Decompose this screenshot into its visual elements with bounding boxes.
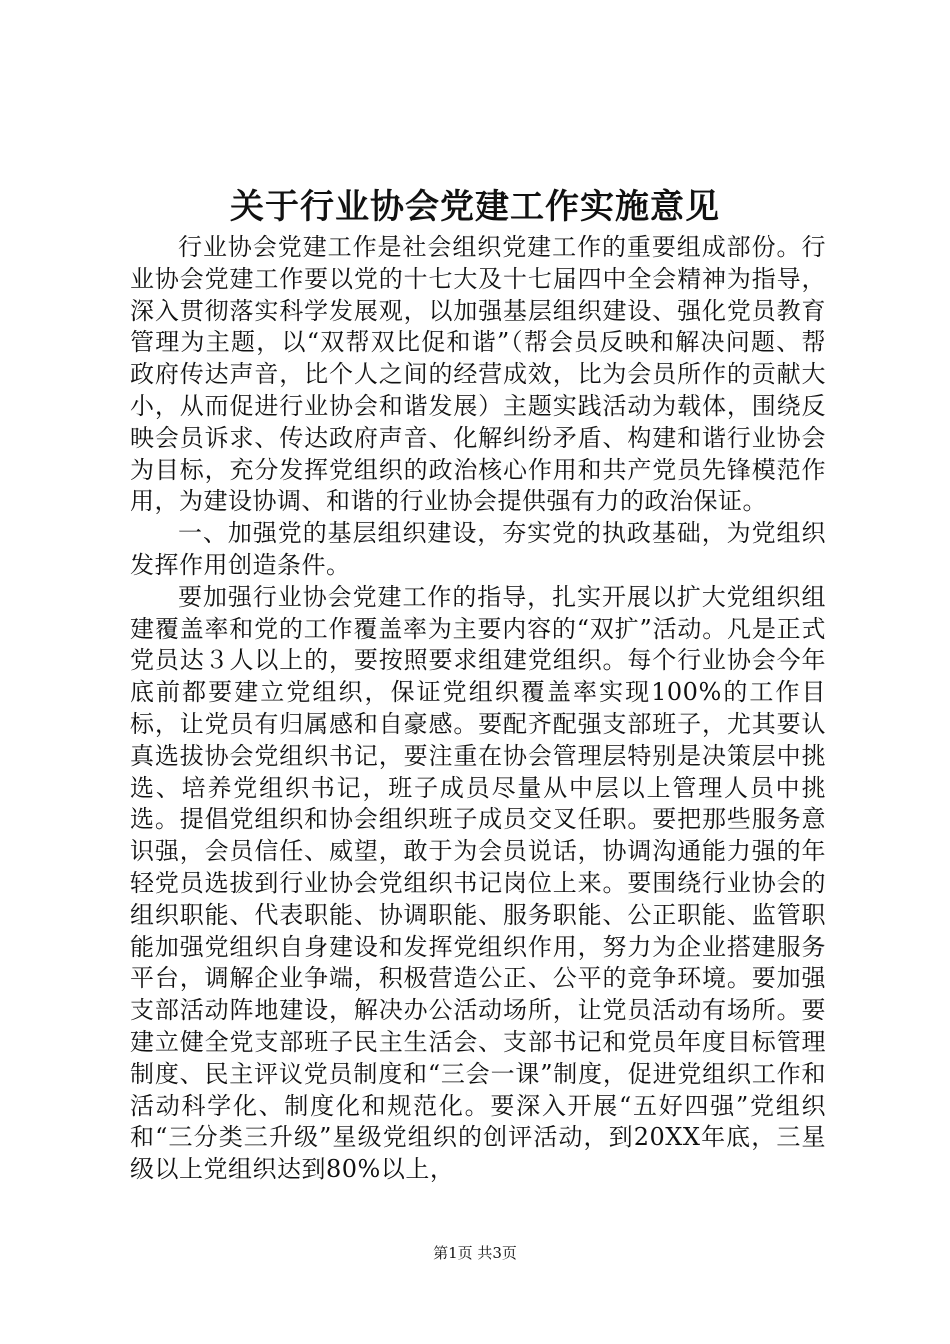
document-body (130, 232, 826, 1186)
paragraph-section-body: 要加强行业协会党建工作的指导，扎实开展以扩大党组织组建覆盖率和党的工作覆盖率为主要内容的“双扩”活动。凡是正式党员达３人以上的，要按照要求组建党组织。每个行业协会今年底前都要建立党组织，保证党组织覆盖率实现100%的工作目标，让党员有归属感和自豪感。要配齐配强支部班子，尤其要认真选拔协会党组织书记，要注重在协会管理层特别是决策层中挑选、培养党组织书记，班子成员尽量从中层以上管理人员中挑选。提倡党组织和协会组织班子成员交叉任职。要把那些服务意识强，会员信任、威望，敢于为会员说话，协调沟通能力强的年轻党员选拔到行业协会党组织书记岗位上来。要围绕行业协会的组织职能、代表职能、协调职能、服务职能、公正职能、监管职能加强党组织自身建设和发挥党组织作用，努力为企业搭建服务平台，调解企业争端，积极营造公正、公平的竞争环境。要加强支部活动阵地建设，解决办公活动场所，让党员活动有场所。要建立健全党支部班子民主生活会、支部书记和党员年度目标管理制度、民主评议党员制度和“三会一课”制度，促进党组织工作和活动科学化、制度化和规范化。要深入开展“五好四强”党组织和“三分类三升级”星级党组织的创评活动，到20XX年底，三星级以上党组织达到80%以上， (130, 582, 826, 1184)
paragraph-intro: 行业协会党建工作是社会组织党建工作的重要组成部份。行业协会党建工作要以党的十七大及十七届四中全会精神为指导，深入贯彻落实科学发展观，以加强基层组织建设、强化党员教育管理为主题，以“双帮双比促和谐”（帮会员反映和解决问题、帮政府传达声音，比个人之间的经营成效，比为会员所作的贡献大小，从而促进行业协会和谐发展）主题实践活动为载体，围绕反映会员诉求、传达政府声音、化解纠纷矛盾、构建和谐行业协会为目标，充分发挥党组织的政治核心作用和共产党员先锋模范作用，为建设协调、和谐的行业协会提供强有力的政治保证。 (130, 233, 826, 516)
document-title: 关于行业协会党建工作实施意见 (230, 187, 720, 227)
page-footer: 第1页 共3页 (433, 1244, 517, 1262)
paragraph-section-heading: 一、加强党的基层组织建设，夯实党的执政基础，为党组织发挥作用创造条件。 (130, 519, 826, 579)
